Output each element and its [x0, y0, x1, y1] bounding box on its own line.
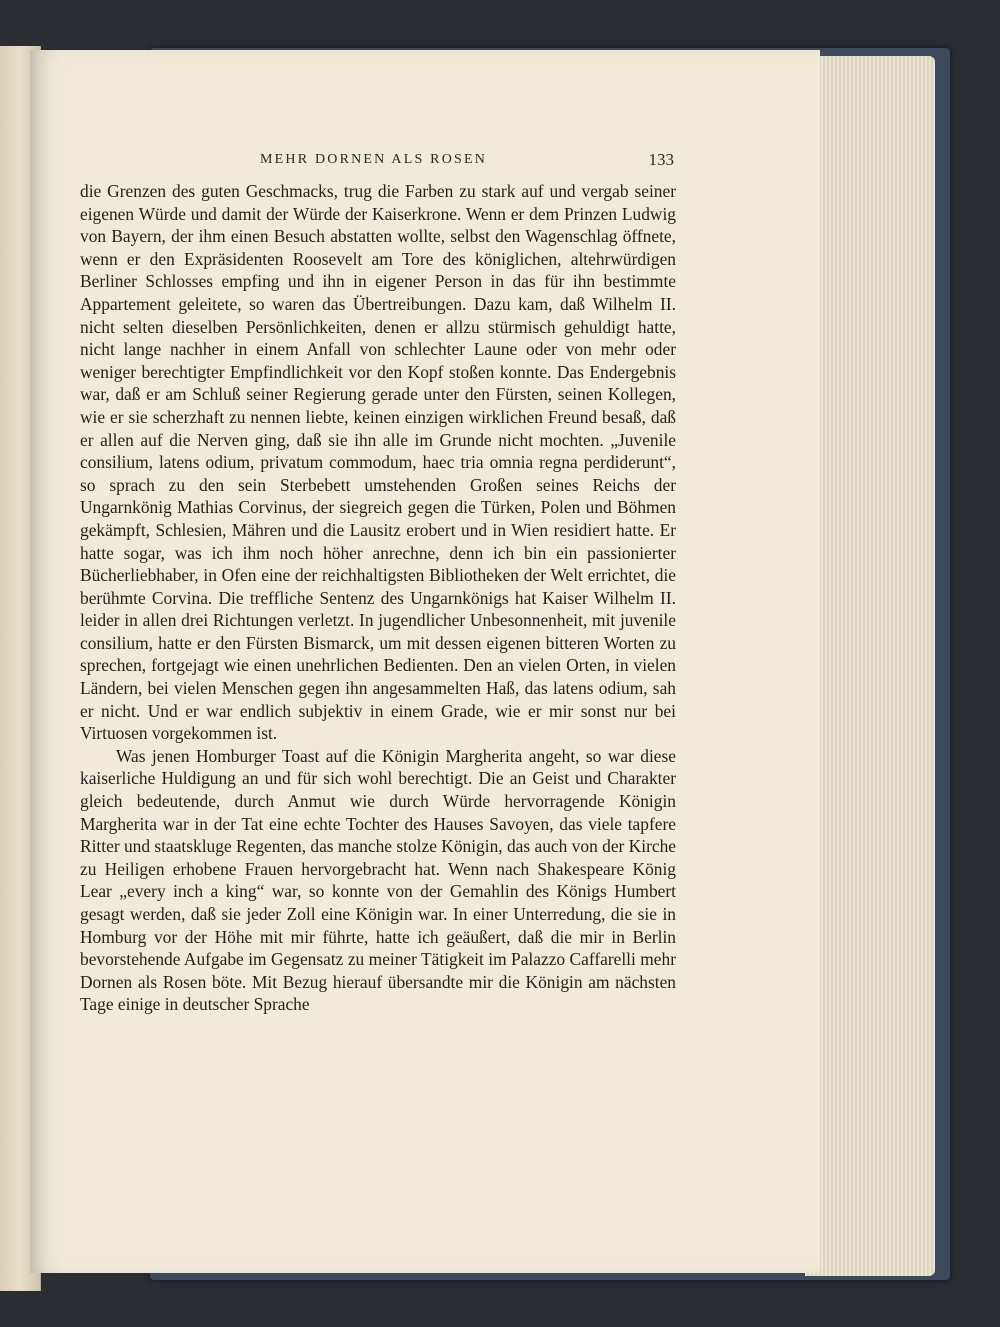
paragraph: Was jenen Homburger Toast auf die Königin Margherita angeht, so war diese kaiserliche Huldigung an und für sich wohl berechtigt. Die an Geist und Charakter gleich bedeutende, durch Anmut wie durch Würde hervorragende Königin Margherita war in der Tat eine echte Tochter des Hauses Savoyen, das viele tapfere Ritter und staatskluge Regenten, das manche stolze Königin, das auch von der Kirche zu Heiligen erhobene Frauen hervorgebracht hat. Wenn nach Shakespeare König Lear „every inch a king“ war, so konnte von der Gemahlin des Königs Humbert gesagt werden, daß sie jeder Zoll eine Königin war. In einer Unterredung, die sie in Homburg vor der Höhe mit mir führte, hatte ich geäußert, daß die mir in Berlin bevorstehende Aufgabe im Gegensatz zu meiner Tätigkeit im Palazzo Caffarelli mehr Dornen als Rosen böte. Mit Bezug hierauf übersandte mir die Königin am nächsten Tage einige in deutscher Sprache: [80, 745, 676, 1015]
running-title: MEHR DORNEN ALS ROSEN: [260, 152, 488, 167]
body-text: [80, 180, 676, 1016]
paragraph: die Grenzen des guten Geschmacks, trug die Farben zu stark auf und vergab seiner eigenen Würde und damit der Würde der Kaiserkrone. Wenn er dem Prinzen Ludwig von Bayern, der ihm einen Besuch abstatten wollte, selbst den Wagenschlag öffnete, wenn er den Expräsidenten Roosevelt am Tore des königlichen, altehrwürdigen Berliner Schlosses empfing und ihn in eigener Person in das für ihn bestimmte Appartement geleitete, so waren das Übertreibungen. Dazu kam, daß Wilhelm II. nicht selten dieselben Persönlichkeiten, denen er allzu stürmisch gehuldigt hatte, nicht lange nachher in einem Anfall von schlechter Laune oder von mehr oder weniger berechtigter Empfindlichkeit vor den Kopf stoßen konnte. Das Endergebnis war, daß er am Schluß seiner Regierung gerade unter den Fürsten, seinen Kollegen, wie er sie scherzhaft zu nennen liebte, keinen einzigen wirklichen Freund besaß, daß er allen auf die Nerven ging, daß sie ihn alle im Grunde nicht mochten. „Juvenile consilium, latens odium, privatum commodum, haec tria omnia regna perdiderunt“, so sprach zu den sein Sterbebett umstehenden Großen seines Reichs der Ungarnkönig Mathias Corvinus, der siegreich gegen die Türken, Polen und Böhmen gekämpft, Schlesien, Mähren und die Lausitz erobert und in Wien residiert hatte. Er hatte sogar, was ich ihm noch höher anrechne, denn ich bin ein passionierter Bücherliebhaber, in Ofen eine der reichhaltigsten Bibliotheken der Welt errichtet, die berühmte Corvina. Die treffliche Sentenz des Ungarnkönigs hat Kaiser Wilhelm II. leider in allen drei Richtungen verletzt. In jugendlicher Unbesonnenheit, mit juvenile consilium, hatte er den Fürsten Bismarck, um mit dessen eigenen bitteren Worten zu sprechen, fortgejagt wie einen unehrlichen Bedienten. Den an vielen Orten, in vielen Ländern, bei vielen Menschen gegen ihn angesammelten Haß, das latens odium, sah er nicht. Und er war endlich subjektiv in einem Grade, wie er mir sonst nur bei Virtuosen vorgekommen ist.: [80, 181, 676, 744]
page-block-edges: [805, 56, 935, 1276]
page-number: 133: [648, 150, 674, 169]
page-header: [260, 152, 680, 176]
